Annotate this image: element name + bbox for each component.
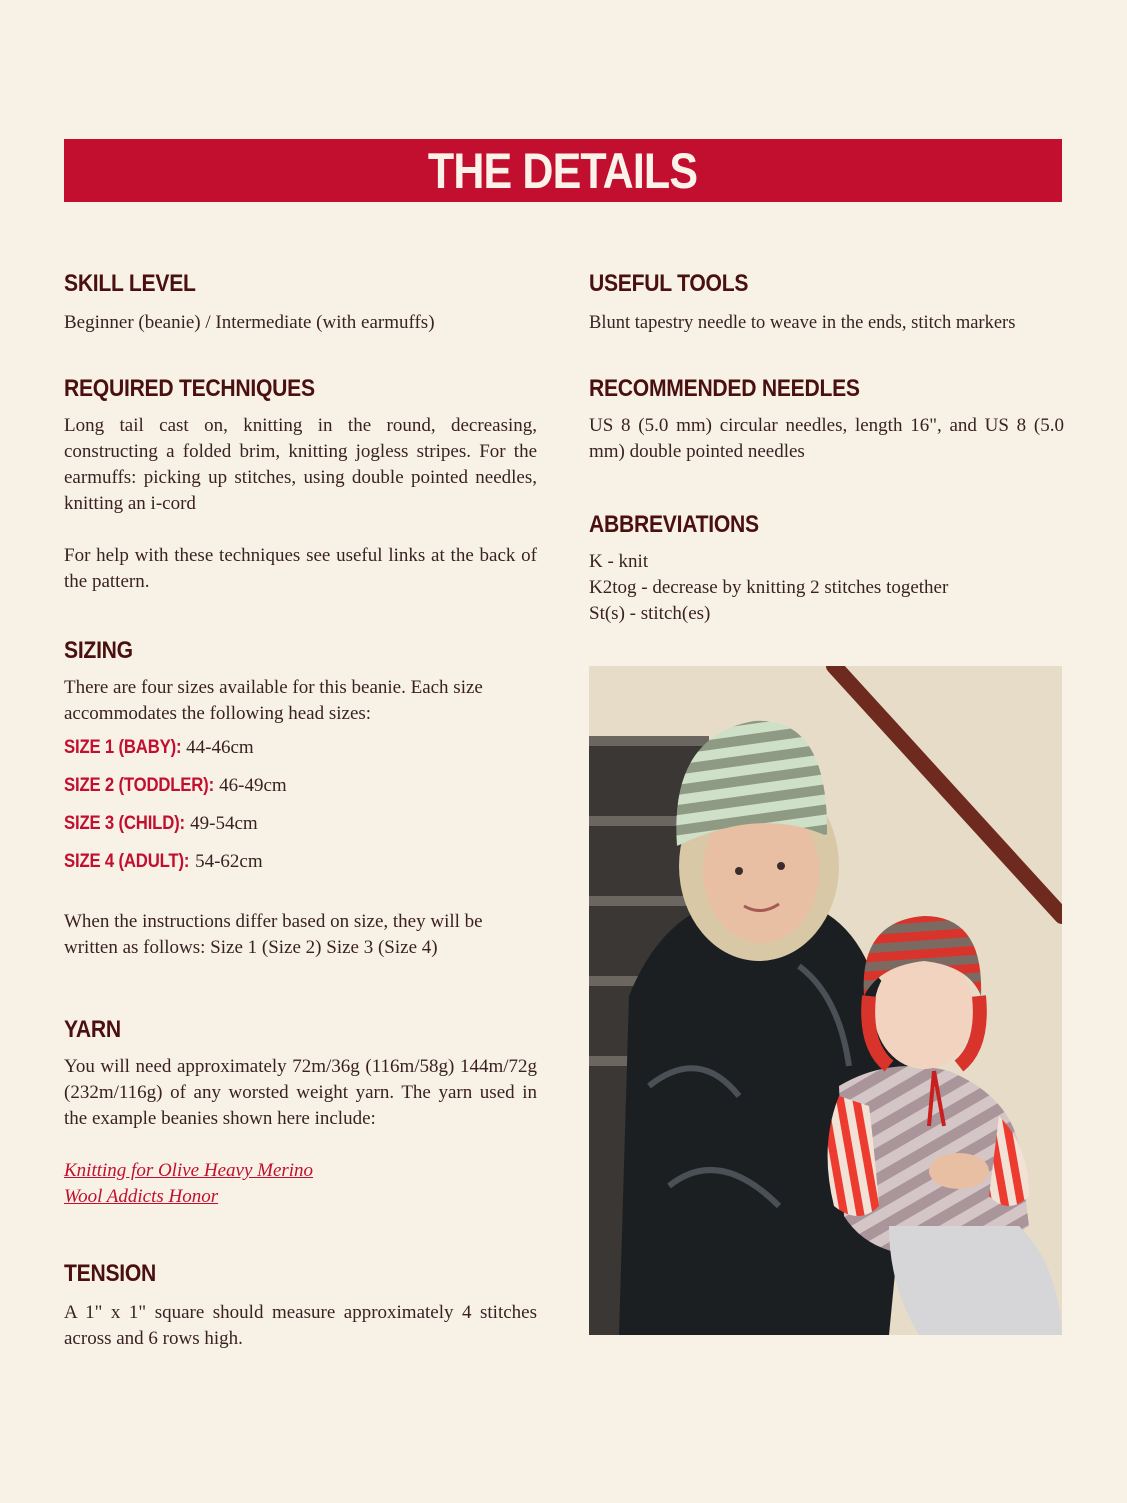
size-value: 49-54cm: [190, 813, 258, 834]
size-label: SIZE 4 (ADULT):: [64, 851, 190, 872]
needles-section: [589, 375, 1064, 465]
tools-text: Blunt tapestry needle to weave in the ends, stitch markers: [589, 313, 1016, 333]
yarn-heading: YARN: [64, 1016, 121, 1043]
skill-level-section: [64, 270, 537, 336]
size-label: SIZE 3 (CHILD):: [64, 813, 185, 834]
skill-level-text: Beginner (beanie) / Intermediate (with earmuffs): [64, 312, 435, 333]
techniques-section: [64, 375, 537, 595]
yarn-section: [64, 1016, 537, 1210]
page-title: THE DETAILS: [428, 142, 698, 199]
size-label: SIZE 1 (BABY):: [64, 737, 182, 758]
needles-text: US 8 (5.0 mm) circular needles, length 16", and US 8 (5.0 mm) double pointed needles: [589, 415, 1064, 462]
model-photo: [589, 666, 1062, 1335]
photo-illustration: [589, 666, 1062, 1335]
techniques-heading: REQUIRED TECHNIQUES: [64, 375, 315, 402]
size-row: [64, 811, 537, 849]
abbreviations-section: [589, 511, 1064, 627]
abbreviations-list: [589, 549, 1064, 627]
yarn-link-knitting-for-olive[interactable]: Knitting for Olive Heavy Merino: [64, 1160, 314, 1181]
size-list: [64, 735, 537, 887]
tools-section: [589, 270, 1064, 336]
sizing-section: [64, 637, 537, 961]
size-value: 44-46cm: [186, 737, 254, 758]
tension-heading: TENSION: [64, 1260, 157, 1287]
yarn-link-wool-addicts[interactable]: Wool Addicts Honor: [64, 1186, 219, 1207]
yarn-links: [64, 1158, 537, 1210]
techniques-help-text: For help with these techniques see useful links at the back of the pattern.: [64, 545, 537, 592]
abbreviations-heading: ABBREVIATIONS: [589, 511, 759, 538]
yarn-text: You will need approximately 72m/36g (116m/58g) 144m/72g (232m/116g) of any worsted weight yarn. The yarn used in the example beanies shown here include:: [64, 1056, 537, 1129]
techniques-text: Long tail cast on, knitting in the round, decreasing, constructing a folded brim, knitting jogless stripes. For the earmuffs: picking up stitches, using double pointed needles, knitting an i-cord: [64, 415, 537, 514]
size-value: 46-49cm: [219, 775, 287, 796]
needles-heading: RECOMMENDED NEEDLES: [589, 375, 860, 402]
size-row: [64, 735, 537, 773]
size-label: SIZE 2 (TODDLER):: [64, 775, 214, 796]
sizing-intro: There are four sizes available for this beanie. Each size accommodates the following head sizes:: [64, 677, 483, 724]
size-row: [64, 773, 537, 811]
skill-level-heading: SKILL LEVEL: [64, 270, 196, 297]
title-banner: [64, 139, 1062, 202]
abbreviation-item: K2tog - decrease by knitting 2 stitches together: [589, 577, 949, 598]
abbreviation-item: K - knit: [589, 551, 649, 572]
size-row: [64, 849, 537, 887]
size-value: 54-62cm: [195, 851, 263, 872]
tension-section: [64, 1260, 537, 1352]
abbreviation-item: St(s) - stitch(es): [589, 603, 711, 624]
sizing-heading: SIZING: [64, 637, 133, 664]
sizing-note: When the instructions differ based on size, they will be written as follows: Size 1 (Size 2) Size 3 (Size 4): [64, 911, 483, 958]
tension-text: A 1" x 1" square should measure approximately 4 stitches across and 6 rows high.: [64, 1302, 537, 1349]
tools-heading: USEFUL TOOLS: [589, 270, 749, 297]
